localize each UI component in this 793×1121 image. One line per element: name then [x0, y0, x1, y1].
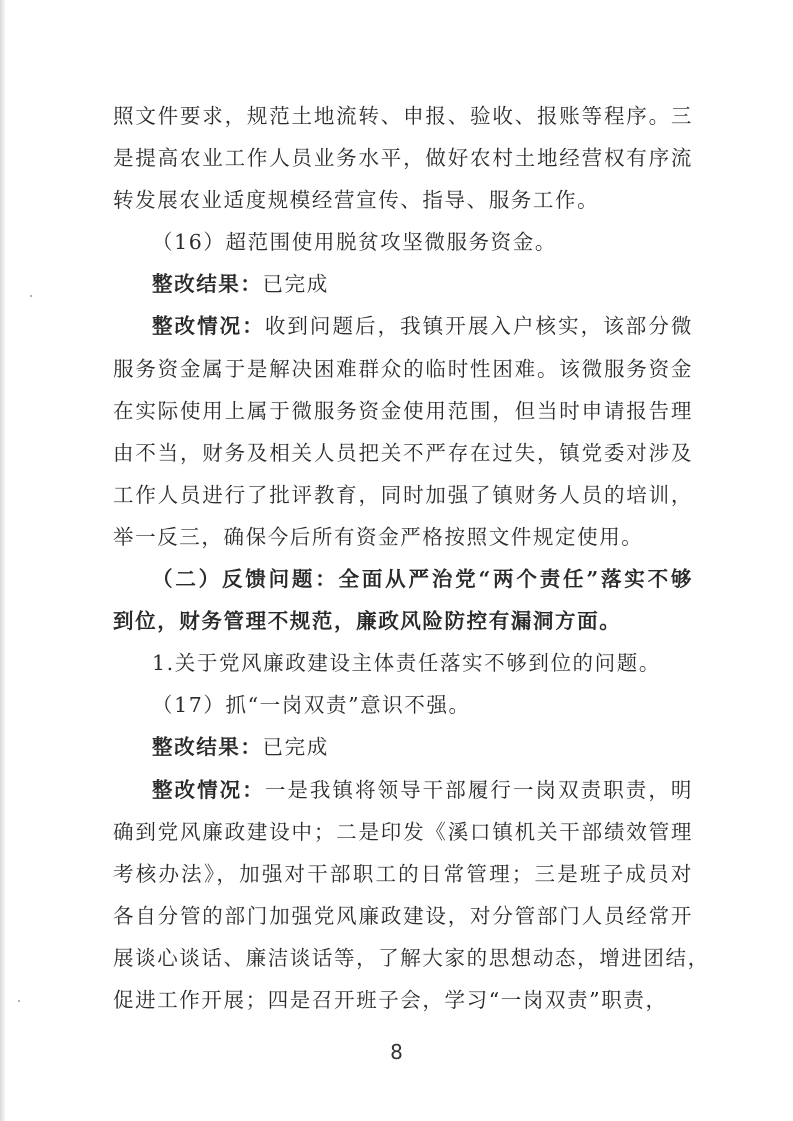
result-value: 已完成: [262, 735, 329, 759]
result-line: [152, 732, 693, 762]
body-line: 转发展农业适度规模经营宣传、指导、服务工作。: [113, 188, 600, 212]
situation-label: 整改情况：: [152, 778, 265, 802]
result-value: 已完成: [262, 272, 329, 296]
result-label: 整改结果：: [152, 272, 263, 296]
section-heading-cont: 到位，财务管理不规范，廉政风险防控有漏洞方面。: [113, 609, 622, 633]
body-line: 在实际使用上属于微服务资金使用范围，但当时申请报告理: [113, 399, 693, 423]
body-line: 促进工作开展；四是召开班子会，学习“一岗双责”职责，: [113, 988, 668, 1012]
situation-line: [152, 775, 693, 805]
subsection-heading: 1.关于党风廉政建设主体责任落实不够到位的问题。: [152, 651, 661, 675]
body-line: 各自分管的部门加强党风廉政建设，对分管部门人员经常开: [113, 904, 693, 928]
body-line: 举一反三，确保今后所有资金严格按照文件规定使用。: [113, 525, 644, 549]
situation-text: 收到问题后，我镇开展入户核实，该部分微: [264, 314, 694, 338]
body-line: 是提高农业工作人员业务水平，做好农村土地经营权有序流: [113, 146, 693, 170]
scan-edge-shadow: [0, 0, 6, 1121]
body-line: 确到党风廉政建设中；二是印发《溪口镇机关干部绩效管理: [113, 820, 693, 844]
scan-speck: [18, 1000, 20, 1002]
body-line: 考核办法》，加强对干部职工的日常管理；三是班子成员对: [113, 862, 693, 886]
situation-text: 一是我镇将领导干部履行一岗双责职责，明: [264, 778, 694, 802]
situation-line: [152, 311, 693, 341]
body-line: 服务资金属于是解决困难群众的临时性困难。该微服务资金: [113, 357, 693, 381]
body-line: 展谈心谈话、廉洁谈话等，了解大家的思想动态，增进团结，: [113, 946, 710, 970]
scan-speck: [30, 295, 32, 297]
section-heading: （二）反馈问题：全面从严治党“两个责任”落实不够: [152, 567, 693, 591]
item-heading: （16）超范围使用脱贫攻坚微服务资金。: [152, 230, 557, 254]
item-heading: （17）抓“一岗双责”意识不强。: [152, 693, 471, 717]
body-line: 由不当，财务及相关人员把关不严存在过失，镇党委对涉及: [113, 441, 693, 465]
body-line: 工作人员进行了批评教育，同时加强了镇财务人员的培训，: [113, 483, 693, 507]
page-number: 8: [390, 1040, 403, 1064]
body-line: 照文件要求，规范土地流转、申报、验收、报账等程序。三: [113, 104, 693, 128]
result-label: 整改结果：: [152, 735, 263, 759]
situation-label: 整改情况：: [152, 314, 265, 338]
result-line: [152, 269, 693, 299]
